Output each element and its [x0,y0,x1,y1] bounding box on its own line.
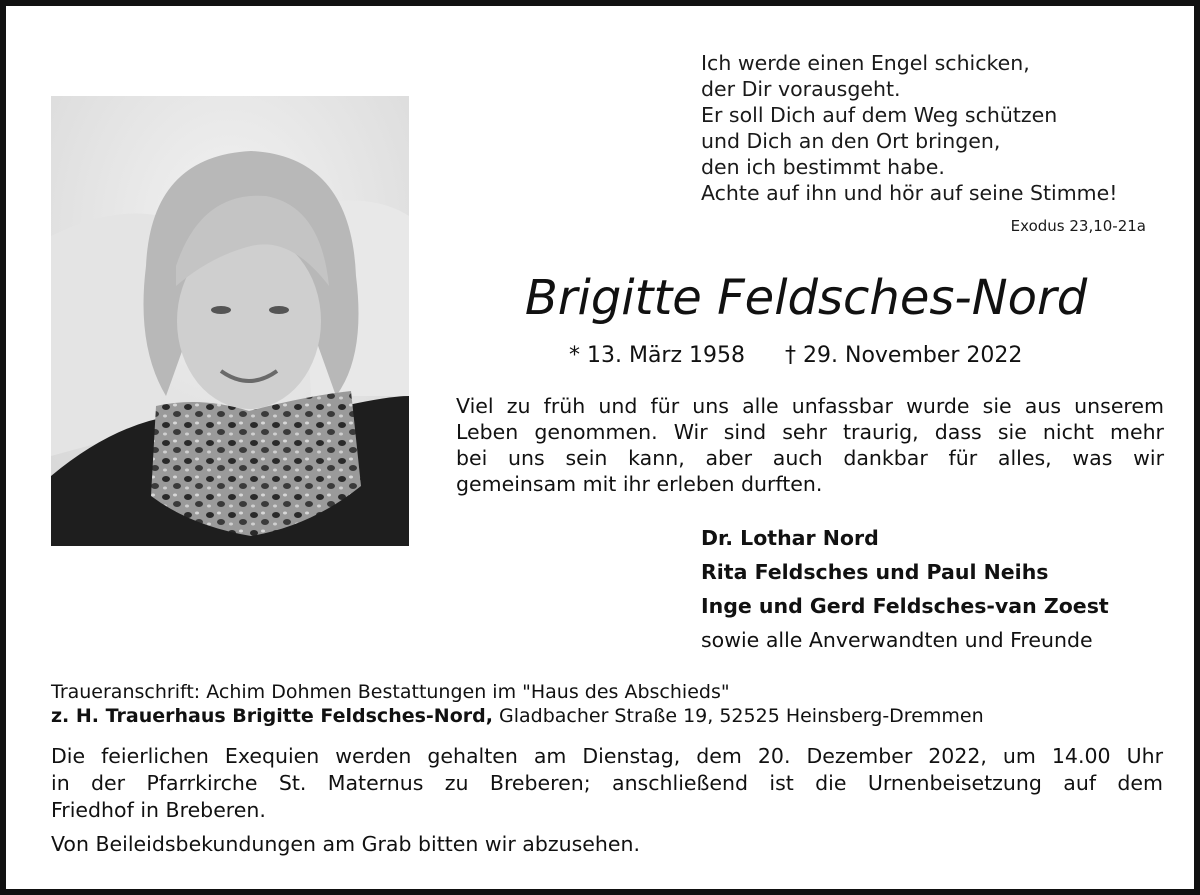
address-street: Gladbacher Straße 19, 52525 Heinsberg-Dremmen [492,705,984,727]
poem-line: Ich werde einen Engel schicken, [701,51,1030,75]
service-line: in der Pfarrkirche St. Maternus zu Breberen; anschließend ist die Urnenbeisetzung auf dem [51,771,1163,795]
poem-line: der Dir vorausgeht. [701,77,901,101]
poem-line: und Dich an den Ort bringen, [701,129,1001,153]
poem [701,50,1171,206]
message-line: Viel zu früh und für uns alle unfassbar wurde sie aus unserem [456,394,1164,418]
mourner-name: Inge und Gerd Feldsches-van Zoest [701,594,1109,618]
address-recipient: z. H. Trauerhaus Brigitte Feldsches-Nord, [51,705,493,727]
funeral-service-info [51,743,1163,824]
farewell-message [456,393,1164,497]
address-line-1: Traueranschrift: Achim Dohmen Bestattungen im "Haus des Abschieds" [51,681,730,703]
mourning-address [51,680,984,728]
message-line: Leben genommen. Wir sind sehr traurig, dass sie nicht mehr [456,420,1164,444]
poem-line: den ich bestimmt habe. [701,155,945,179]
mourner-name: Dr. Lothar Nord [701,526,879,550]
mourners-list [701,521,1109,657]
poem-line: Er soll Dich auf dem Weg schützen [701,103,1058,127]
poem-line: Achte auf ihn und hör auf seine Stimme! [701,181,1118,205]
address-line-2 [51,704,984,728]
service-line: Die feierlichen Exequien werden gehalten am Dienstag, dem 20. Dezember 2022, um 14.00 Uhr [51,744,1163,768]
poem-source: Exodus 23,10-21a [1010,217,1146,235]
mourners-others: sowie alle Anverwandten und Freunde [701,628,1093,652]
portrait-image [51,96,409,546]
birth-date: * 13. März 1958 [569,343,746,368]
deceased-name: Brigitte Feldsches-Nord [524,270,1088,326]
death-date: † 29. November 2022 [785,343,1023,368]
portrait-photo [51,96,409,546]
service-line: Friedhof in Breberen. [51,798,266,822]
life-dates [569,341,1022,371]
closing-note: Von Beileidsbekundungen am Grab bitten wir abzusehen. [51,832,641,856]
message-line: gemeinsam mit ihr erleben durften. [456,472,823,496]
mourner-name: Rita Feldsches und Paul Neihs [701,560,1049,584]
message-line: bei uns sein kann, aber auch dankbar für alles, was wir [456,446,1164,470]
